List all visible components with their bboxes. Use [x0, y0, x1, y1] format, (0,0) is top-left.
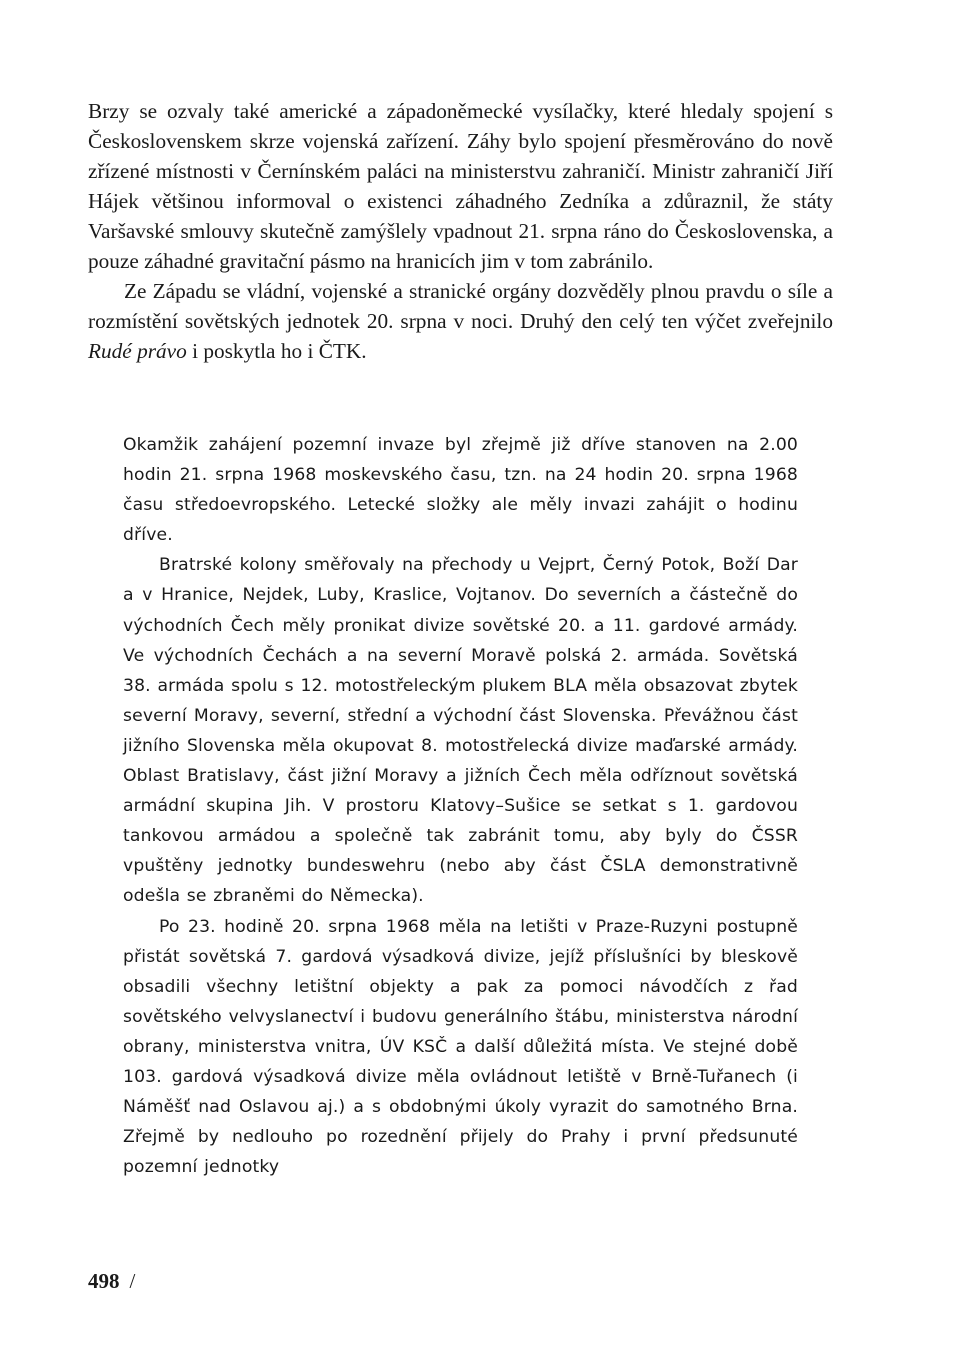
- footer-separator: /: [129, 1269, 136, 1293]
- main-paragraph-text: Ze Západu se vládní, vojenské a stranické orgány dozvěděly plnou pravdu o síle a rozmístění sovětských jednotek 20. srpna v noci. Druhý den celý ten výčet zveřejnilo: [88, 279, 833, 333]
- main-paragraph-text: i poskytla ho i ČTK.: [186, 339, 367, 363]
- main-paragraph: [88, 276, 833, 366]
- page-footer: [88, 1266, 135, 1296]
- quote-paragraph: Okamžik zahájení pozemní invaze byl zřejmě již dříve stanoven na 2.00 hodin 21. srpna 1968 moskevského času, tzn. na 24 hodin 20. srpna 1968 času středoevropského. Letecké složky ale měly invazi zahájit o hodinu dříve.: [123, 435, 798, 546]
- quote-paragraph: Bratrské kolony směřovaly na přechody u Vejprt, Černý Potok, Boží Dar a v Hranice, Nejdek, Luby, Kraslice, Vojtanov. Do severních a částečně do východních Čech měly pronikat divize sovětské 20. a 11. gardové armády. Ve východních Čechách a na severní Moravě polská 2. armáda. Sovětská 38. armáda spolu s 12. motostřeleckým plukem BLA měla obsazovat zbytek severní Moravy, severní, střední a východní část Slovenska. Převážnou část jižního Slovenska měla okupovat 8. motostřelecká divize maďarské armády. Oblast Bratislavy, část jižní Moravy a jižních Čech měla odříznout sovětská armádní skupina Jih. V prostoru Klatovy–Sušice se setkat s 1. gardovou tankovou armádou a společně tak zabránit tomu, aby byly do ČSSR vpuštěny jednotky bundeswehru (nebo aby část ČSLA demonstrativně odešla se zbraněmi do Německa).: [123, 555, 798, 907]
- page-number: 498: [88, 1269, 120, 1293]
- main-text: [88, 96, 833, 366]
- main-paragraph: Brzy se ozvaly také americké a západoněmecké vysílačky, které hledaly spojení s Československem skrze vojenská zařízení. Záhy bylo spojení přesměrováno do nově zřízené místnosti v Černínském paláci na ministerstvu zahraničí. Ministr zahraničí Jiří Hájek většinou informoval o existenci záhadného Zedníka a zdůraznil, že státy Varšavské smlouvy skutečně zamýšlely vpadnout 21. srpna ráno do Československa, a pouze záhadné gravitační pásmo na hranicích jim v tom zabránilo.: [88, 99, 833, 273]
- newspaper-title: Rudé právo: [88, 339, 187, 363]
- quote-paragraph: Po 23. hodině 20. srpna 1968 měla na letišti v Praze-Ruzyni postupně přistát sovětská 7. gardová výsadková divize, jejíž příslušníci by bleskově obsadili všechny letištní objekty a pak za pomoci návodčích z řad sovětského velvyslanectví i budovu generálního štábu, ministerstva národní obrany, ministerstva vnitra, ÚV KSČ a další důležitá místa. Ve stejné době 103. gardová výsadková divize měla ovládnout letiště v Brně-Tuřanech (i Náměšť nad Oslavou aj.) a s obdobnými úkoly vyrazit do samotného Brna. Zřejmě by nedlouho po rozednění přijely do Prahy i první předsunuté pozemní jednotky: [123, 916, 798, 1178]
- block-quote: [123, 430, 798, 1182]
